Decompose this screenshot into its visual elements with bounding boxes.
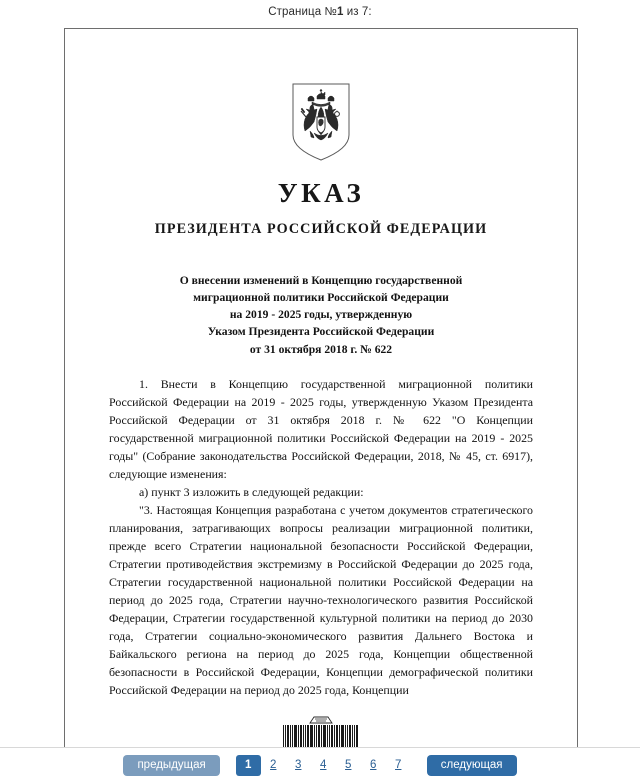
page-link-5[interactable]: 5 [345, 758, 352, 771]
russian-coat-of-arms-icon [290, 83, 352, 161]
body-paragraph: а) пункт 3 изложить в следующей редакции: [139, 484, 364, 499]
page-link-2[interactable]: 2 [270, 758, 277, 771]
body-paragraph: "3. Настоящая Концепция разработана с учетом документов стратегического планирования, затрагивающих вопросы реализации миграционной политики, прежде всего Стратегии национальной безопасности Российской Федерации, Стратегии противодействия экстремизму в Российской Федерации до 2025 года, Стратегии государственной национальной политики Российской Федерации на период до 2025 года, Стратегии научно-технологического развития Российской Федерации, Стратегии государственной культурной политики на период до 2030 года, Стратегии социально-экономического развития Дальнего Востока и Байкальского региона на период до 2025 года, Концепции общественной безопасности в Российской Федерации, Концепции демографической политики Российской Федерации на период до 2025 года, Концепции [109, 503, 533, 698]
page-link-7[interactable]: 7 [395, 758, 402, 771]
page-link-4[interactable]: 4 [320, 758, 327, 771]
document-preamble [109, 272, 533, 358]
document-title: УКАЗ [277, 178, 365, 208]
page-indicator-suffix: из 7: [343, 6, 372, 18]
pagination-bar [0, 747, 640, 782]
page-link-1[interactable]: 1 [236, 755, 261, 776]
document-body [109, 375, 533, 700]
preamble-line: О внесении изменений в Концепцию государственной [179, 274, 463, 287]
document-subtitle: ПРЕЗИДЕНТА РОССИЙСКОЙ ФЕДЕРАЦИИ [154, 221, 488, 237]
next-page-button[interactable]: следующая [427, 755, 517, 776]
preamble-line: миграционной политики Российской Федерации [193, 291, 449, 305]
preamble-line: на 2019 - 2025 годы, утвержденную [229, 308, 413, 322]
emblem-container [109, 29, 533, 161]
viewer-header [0, 0, 640, 24]
preamble-line: от 31 октября 2018 г. № 622 [249, 342, 393, 356]
barcode-cap-icon [308, 715, 334, 724]
page-link-6[interactable]: 6 [370, 758, 377, 771]
body-paragraph: 1. Внести в Концепцию государственной миграционной политики Российской Федерации на 2019 - 2025 годы, утвержденную Указом Президента Российской Федерации от 31 октября 2018 г. № 622 "О Концепции государственной миграционной политики Российской Федерации на 2019 - 2025 годы" (Собрание законодательства Российской Федерации, 2018, № 45, ст. 6917), следующие изменения: [109, 376, 533, 481]
page-link-3[interactable]: 3 [295, 758, 302, 771]
document-scroll-area[interactable] [0, 24, 640, 748]
preamble-line: Указом Президента Российской Федерации [207, 325, 435, 339]
document-page-1 [64, 28, 578, 772]
previous-page-button[interactable]: предыдущая [123, 755, 219, 776]
page-indicator-prefix: Страница № [268, 6, 337, 18]
document-content [65, 29, 577, 771]
page-indicator-current: 1 [336, 6, 344, 18]
page-indicator [268, 6, 371, 18]
barcode-bars [283, 725, 359, 747]
